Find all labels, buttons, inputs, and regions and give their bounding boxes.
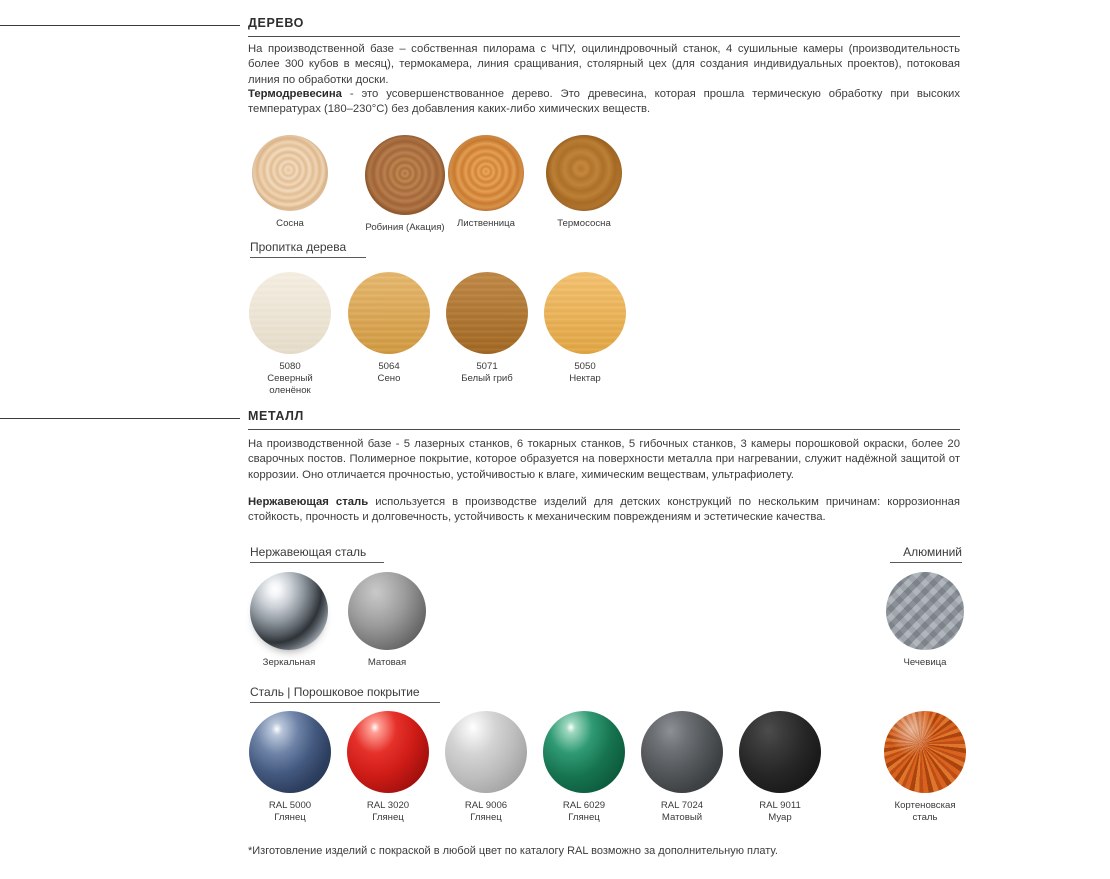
wood-swatch-listvennitsa[interactable] — [448, 135, 524, 230]
section-header-metal — [248, 409, 958, 423]
powder-sphere-ral-6029 — [543, 711, 625, 793]
impregnation-code-5080: 5080 — [279, 361, 301, 372]
wood-swatch-sosna[interactable] — [250, 135, 330, 230]
wood-paragraph-1: На производственной базе – собственная пилорама с ЧПУ, оцилиндровочный станок, 4 сушильные камеры (производительность более 300 кубов в месяц), термокамера, линия сращивания, столярный цех (для создания индивидуальных проектов), потоковая линия по обработки доски. — [248, 43, 960, 86]
impregnation-swatch-5064[interactable] — [348, 272, 430, 385]
powder-finish-ral-9011: Муар — [768, 812, 792, 823]
powder-code-ral-5000: RAL 5000 — [268, 800, 312, 811]
wood-caption-robinia: Робиния (Акация) — [365, 222, 445, 233]
wood-disc-listvennitsa — [448, 135, 524, 211]
impregnation-disc-5050 — [544, 272, 626, 354]
powder-sphere-ral-9011 — [739, 711, 821, 793]
impregnation-code-5064: 5064 — [378, 361, 400, 372]
impregnation-name-5050: Нектар — [569, 373, 601, 384]
powder-footnote: *Изготовление изделий с покраской в любой цвет по каталогу RAL возможно за дополнительную плату. — [248, 845, 778, 857]
powder-code-ral-3020: RAL 3020 — [366, 800, 410, 811]
wood-swatch-termososna[interactable] — [546, 135, 622, 230]
wood-caption-sosna: Сосна — [276, 218, 304, 229]
powder-code-ral-7024: RAL 7024 — [660, 800, 704, 811]
subheading-aluminium-underline — [890, 562, 962, 563]
impregnation-caption-5064 — [348, 361, 430, 385]
powder-finish-ral-6029: Глянец — [568, 812, 600, 823]
impregnation-caption-5071 — [446, 361, 528, 385]
wood-paragraph-2 — [248, 87, 960, 118]
stainless-caption-matte: Матовая — [367, 657, 407, 668]
stainless-caption-mirror: Зеркальная — [262, 657, 316, 668]
subheading-impregnation-label: Пропитка дерева — [250, 240, 347, 254]
impregnation-name-5080: Северный оленёнок — [267, 373, 313, 396]
impregnation-disc-5080 — [249, 272, 331, 354]
wood-caption-listvennitsa: Лиственница — [457, 218, 515, 229]
aluminium-swatch-lentil[interactable] — [886, 572, 964, 669]
subheading-powder-label: Сталь | Порошковое покрытие — [250, 685, 420, 699]
wood-disc-robinia — [365, 135, 445, 215]
powder-finish-ral-9006: Глянец — [470, 812, 502, 823]
header-rule-left-metal — [0, 418, 240, 419]
subheading-aluminium — [890, 545, 962, 563]
powder-finish-corten: сталь — [912, 812, 938, 823]
section-title-wood: ДЕРЕВО — [248, 16, 304, 30]
aluminium-disc-lentil — [886, 572, 964, 650]
subheading-powder — [250, 685, 440, 703]
impregnation-disc-5071 — [446, 272, 528, 354]
powder-swatch-ral-5000[interactable] — [249, 711, 331, 824]
wood-caption-termososna: Термососна — [557, 218, 611, 229]
powder-swatch-ral-6029[interactable] — [543, 711, 625, 824]
powder-swatch-corten[interactable] — [884, 711, 966, 824]
powder-code-ral-9011: RAL 9011 — [759, 800, 801, 811]
powder-swatch-ral-7024[interactable] — [641, 711, 723, 824]
impregnation-code-5071: 5071 — [476, 361, 498, 372]
stainless-swatch-matte[interactable] — [348, 572, 426, 669]
powder-sphere-ral-5000 — [249, 711, 331, 793]
header-rule-left — [0, 25, 240, 26]
impregnation-caption-5050 — [544, 361, 626, 385]
stainless-sphere-matte — [348, 572, 426, 650]
powder-caption-ral-7024 — [641, 800, 723, 824]
subheading-powder-underline — [250, 702, 440, 703]
subheading-stainless — [250, 545, 384, 563]
section-underline-wood — [248, 36, 960, 37]
powder-caption-ral-9011 — [739, 800, 821, 824]
powder-sphere-ral-7024 — [641, 711, 723, 793]
stainless-swatch-mirror[interactable] — [250, 572, 328, 669]
powder-finish-ral-3020: Глянец — [372, 812, 404, 823]
metal-paragraph-1: На производственной базе - 5 лазерных станков, 6 токарных станков, 5 гибочных станков, 3 камеры порошковой окраски, более 20 сварочных постов. Полимерное покрытие, которое образуется на поверхности металла при нагревании, служит надёжной защитой от коррозии. Оно отличается прочностью, устойчивостью к влаге, химическим веществам, ультрафиолету. — [248, 438, 960, 481]
section-title-metal: МЕТАЛЛ — [248, 409, 304, 423]
impregnation-swatch-5071[interactable] — [446, 272, 528, 385]
powder-sphere-corten — [884, 711, 966, 793]
powder-swatch-ral-9006[interactable] — [445, 711, 527, 824]
metal-paragraph-2-bold: Нержавеющая сталь — [248, 496, 369, 508]
powder-caption-ral-6029 — [543, 800, 625, 824]
section-underline-metal — [248, 429, 960, 430]
subheading-stainless-underline — [250, 562, 384, 563]
powder-caption-ral-3020 — [347, 800, 429, 824]
impregnation-swatch-5050[interactable] — [544, 272, 626, 385]
powder-code-corten: Кортеновская — [894, 800, 956, 811]
subheading-stainless-label: Нержавеющая сталь — [250, 545, 367, 559]
powder-finish-ral-7024: Матовый — [661, 812, 703, 823]
impregnation-code-5050: 5050 — [574, 361, 596, 372]
powder-sphere-ral-9006 — [445, 711, 527, 793]
subheading-impregnation-underline — [250, 257, 366, 258]
wood-swatch-robinia[interactable] — [345, 135, 465, 234]
impregnation-name-5071: Белый гриб — [461, 373, 513, 384]
powder-finish-ral-5000: Глянец — [274, 812, 306, 823]
section-header-wood — [248, 16, 958, 30]
impregnation-name-5064: Сено — [377, 373, 401, 384]
powder-code-ral-6029: RAL 6029 — [562, 800, 606, 811]
wood-paragraph-2-rest: - это усовершенствованное дерево. Это древесина, которая прошла термическую обработку при высоких температурах (180–230°С) без добавления каких-либо химических веществ. — [248, 88, 960, 116]
subheading-aluminium-label: Алюминий — [903, 545, 962, 559]
stainless-sphere-mirror — [250, 572, 328, 650]
impregnation-swatch-5080[interactable] — [249, 272, 331, 397]
powder-code-ral-9006: RAL 9006 — [464, 800, 508, 811]
powder-swatch-ral-3020[interactable] — [347, 711, 429, 824]
metal-paragraph-2-rest: используется в производстве изделий для детских конструкций по нескольким причинам: коррозионная стойкость, прочность и долговечность, устойчивость к механическим повреждениям и эстетические качества. — [248, 496, 960, 524]
wood-paragraph-2-bold: Термодревесина — [248, 88, 342, 100]
impregnation-disc-5064 — [348, 272, 430, 354]
metal-paragraph-2 — [248, 495, 960, 526]
powder-swatch-ral-9011[interactable] — [739, 711, 821, 824]
aluminium-caption-lentil: Чечевица — [903, 657, 947, 668]
powder-sphere-ral-3020 — [347, 711, 429, 793]
powder-caption-corten — [884, 800, 966, 824]
powder-caption-ral-9006 — [445, 800, 527, 824]
subheading-impregnation — [250, 240, 366, 258]
powder-caption-ral-5000 — [249, 800, 331, 824]
wood-disc-sosna — [252, 135, 328, 211]
wood-disc-termososna — [546, 135, 622, 211]
impregnation-caption-5080 — [249, 361, 331, 397]
